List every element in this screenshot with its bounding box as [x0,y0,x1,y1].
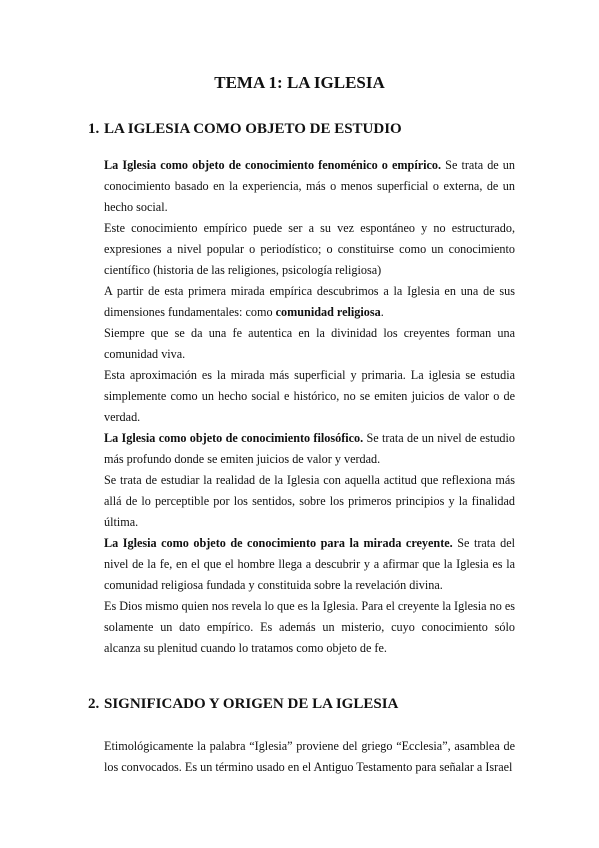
section-heading-1 [88,119,402,139]
section-heading-2 [88,694,398,714]
paragraph: Siempre que se da una fe autentica en la divinidad los creyentes forman una comunidad viva. [104,326,515,361]
paragraph: La Iglesia como objeto de conocimiento filosófico. Se trata de un nivel de estudio más profundo donde se emiten juicios de valor y verdad. [104,431,516,466]
section-title: LA IGLESIA COMO OBJETO DE ESTUDIO [104,121,402,137]
paragraph: La Iglesia como objeto de conocimiento para la mirada creyente. Se trata del nivel de la fe, en el que el hombre llega a descubrir y a afirmar que la Iglesia es la comunidad religiosa fundada y constituida sobre la revelación divina. [104,536,515,592]
paragraph: Etimológicamente la palabra “Iglesia” proviene del griego “Ecclesia”, asamblea de los convocados. Es un término usado en el Antiguo Testamento para señalar a Israel [104,739,515,774]
paragraph: Se trata de estudiar la realidad de la Iglesia con aquella actitud que reflexiona más allá de lo perceptible por los sentidos, sobre los primeros principios y la finalidad última. [104,473,515,529]
section-number: 2. [88,696,100,712]
paragraph: A partir de esta primera mirada empírica descubrimos a la Iglesia en una de sus dimensiones fundamentales: como comunidad religiosa. [104,284,515,319]
section-number: 1. [88,121,100,137]
section-2-body [104,736,515,778]
paragraph: Esta aproximación es la mirada más superficial y primaria. La iglesia se estudia simplemente como un hecho social e histórico, no se emiten juicios de valor o de verdad. [104,368,515,424]
paragraph: La Iglesia como objeto de conocimiento fenoménico o empírico. Se trata de un conocimiento basado en la experiencia, más o menos superficial o externa, de un hecho social. [104,158,515,214]
section-1-body [104,155,515,659]
document-title: TEMA 1: LA IGLESIA [214,73,385,92]
paragraph: Es Dios mismo quien nos revela lo que es la Iglesia. Para el creyente la Iglesia no es solamente un dato empírico. Es además un misterio, cuyo conocimiento sólo alcanza su plenitud cuando lo tratamos como objeto de fe. [104,599,515,655]
paragraph: Este conocimiento empírico puede ser a su vez espontáneo y no estructurado, expresiones a nivel popular o periodístico; o constituirse como un conocimiento científico (historia de las religiones, psicología religiosa) [104,221,515,277]
section-title: SIGNIFICADO Y ORIGEN DE LA IGLESIA [104,696,399,712]
